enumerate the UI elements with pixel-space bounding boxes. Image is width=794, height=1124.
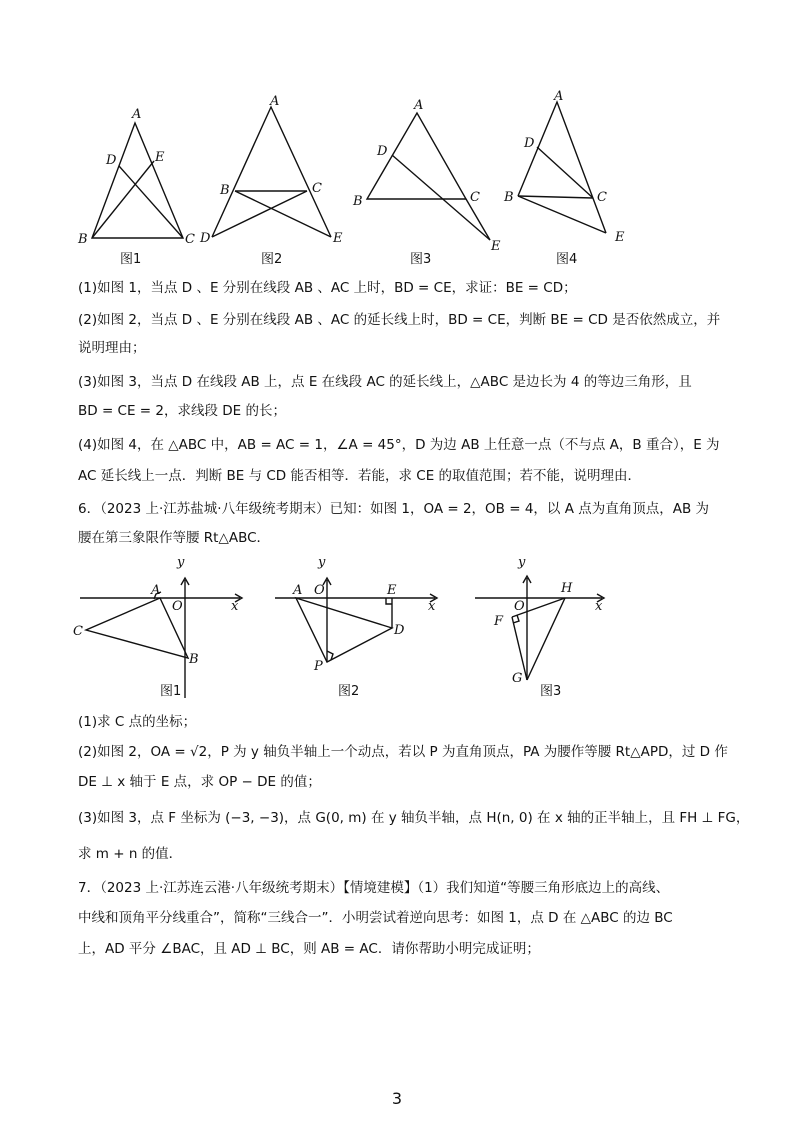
coord-figure-2	[270, 550, 450, 705]
label-b: B	[220, 183, 230, 198]
label-y: y	[518, 555, 526, 570]
figure-caption: 图1	[160, 684, 182, 699]
figure-3	[350, 95, 510, 270]
figure-caption: 图1	[120, 252, 142, 267]
label-d: D	[200, 231, 211, 246]
label-a: A	[132, 107, 142, 122]
problem7-line1: 7．（2023 上·江苏连云港·八年级统考期末）【情境建模】（1）我们知道“等腰三角形底边上的高线、	[78, 880, 670, 896]
label-a: A	[554, 89, 564, 104]
label-d: D	[377, 144, 388, 159]
right-angle-mark-e	[386, 598, 392, 604]
label-o: O	[172, 599, 183, 614]
label-b: B	[189, 652, 199, 667]
figure-caption: 图2	[261, 252, 283, 267]
label-c: C	[470, 190, 480, 205]
problem5-part3: (3)如图 3，当点 D 在线段 AB 上，点 E 在线段 AC 的延长线上，△ABC 是边长为 4 的等边三角形，且	[78, 374, 692, 390]
label-e: E	[155, 150, 165, 165]
label-x: x	[595, 599, 603, 614]
label-d: D	[106, 153, 117, 168]
label-y: y	[318, 555, 326, 570]
label-g: G	[512, 671, 523, 686]
right-angle-mark-p	[327, 651, 333, 660]
triangle-extended-side	[518, 102, 606, 233]
problem6-part2: (2)如图 2，OA = √2，P 为 y 轴负半轴上一个动点，若以 P 为直角顶点，PA 为腰作等腰 Rt△APD，过 D 作	[78, 744, 728, 760]
label-c: C	[185, 232, 195, 247]
figure-caption: 图2	[338, 684, 360, 699]
page-number: 3	[391, 1089, 403, 1108]
figure-2	[195, 95, 355, 270]
label-a: A	[270, 94, 280, 109]
label-b: B	[353, 194, 363, 209]
problem6-part1: (1)求 C 点的坐标；	[78, 714, 197, 730]
label-f: F	[494, 614, 504, 629]
problem6-part2-cont: DE ⊥ x 轴于 E 点，求 OP − DE 的值；	[78, 774, 321, 790]
problem6-part3: (3)如图 3，点 F 坐标为 (−3, −3)，点 G(0, m) 在 y 轴负半轴，点 H(n, 0) 在 x 轴的正半轴上，且 FH ⊥ FG，	[78, 810, 750, 826]
label-c: C	[73, 624, 83, 639]
problem7-line3: 上，AD 平分 ∠BAC，且 AD ⊥ BC，则 AB = AC．请你帮助小明完成证明；	[78, 941, 540, 957]
figure-1	[70, 95, 210, 270]
figure-caption: 图3	[540, 684, 562, 699]
label-c: C	[597, 190, 607, 205]
label-e: E	[615, 230, 625, 245]
figure-4	[500, 89, 650, 270]
label-a: A	[414, 98, 424, 113]
problem6-part3-cont: 求 m + n 的值．	[78, 846, 183, 862]
label-e: E	[491, 239, 501, 254]
label-a: A	[293, 583, 303, 598]
problem5-part4: (4)如图 4，在 △ABC 中，AB = AC = 1，∠A = 45°，D 为边 AB 上任意一点（不与点 A，B 重合），E 为	[78, 437, 720, 453]
label-a: A	[151, 583, 161, 598]
label-y: y	[177, 555, 185, 570]
problem5-part2: (2)如图 2，当点 D 、E 分别在线段 AB 、AC 的延长线上时，BD = CE，判断 BE = CD 是否依然成立，并	[78, 312, 721, 328]
coord-figure-3	[470, 550, 620, 705]
figure-caption: 图4	[556, 252, 578, 267]
problem6-header: 6．（2023 上·江苏盐城·八年级统考期末）已知：如图 1，OA = 2，OB = 4，以 A 点为直角顶点，AB 为	[78, 501, 710, 517]
problem5-part3-cont: BD = CE = 2，求线段 DE 的长；	[78, 403, 286, 419]
label-o: O	[314, 583, 325, 598]
label-b: B	[504, 190, 514, 205]
coord-figure-1	[70, 550, 260, 705]
problem7-line2: 中线和顶角平分线重合”，简称“三线合一”．小明尝试着逆向思考：如图 1，点 D 在 △ABC 的边 BC	[78, 910, 673, 926]
label-d: D	[524, 136, 535, 151]
label-e: E	[387, 583, 397, 598]
label-h: H	[561, 581, 573, 596]
triangle-apd	[296, 598, 392, 662]
figure-caption: 图3	[410, 252, 432, 267]
label-p: P	[314, 659, 323, 674]
triangle-extended-sides	[212, 107, 331, 237]
label-c: C	[312, 181, 322, 196]
label-b: B	[78, 232, 88, 247]
label-x: x	[428, 599, 436, 614]
label-d: D	[394, 623, 405, 638]
label-o: O	[514, 599, 525, 614]
label-e: E	[333, 231, 343, 246]
problem6-header-cont: 腰在第三象限作等腰 Rt△ABC．	[78, 530, 271, 546]
problem5-part1: (1)如图 1，当点 D 、E 分别在线段 AB 、AC 上时，BD = CE，求证：BE = CD；	[78, 280, 577, 296]
problem5-part4-cont: AC 延长线上一点．判断 BE 与 CD 能否相等．若能，求 CE 的取值范围；若不能，说明理由．	[78, 468, 642, 484]
problem5-part2-cont: 说明理由；	[78, 340, 146, 356]
label-x: x	[231, 599, 239, 614]
